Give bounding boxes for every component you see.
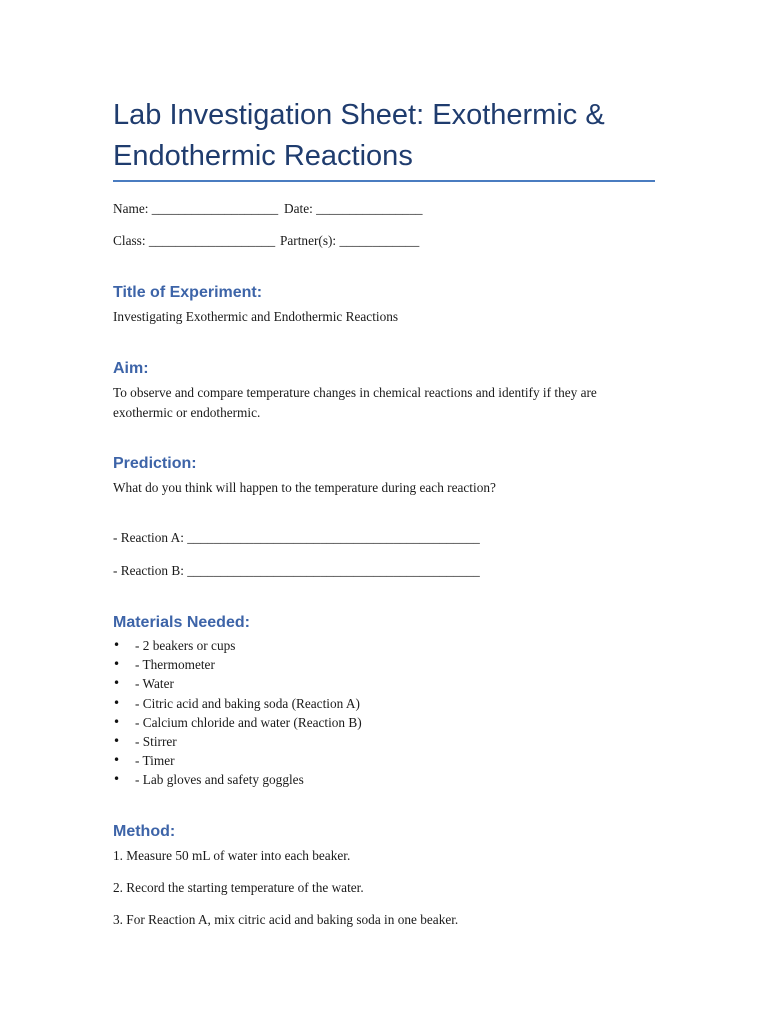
date-field[interactable]: Date: ________________: [284, 201, 423, 216]
bullet-icon: •: [113, 638, 121, 652]
bullet-icon: •: [113, 733, 121, 748]
title-of-experiment-heading: Title of Experiment:: [113, 284, 263, 301]
bullet-icon: •: [113, 714, 121, 729]
reaction-a-prediction-field[interactable]: - Reaction A: ____________________________________________: [113, 530, 480, 545]
experiment-title-text: Investigating Exothermic and Endothermic Reactions: [113, 309, 399, 324]
method-step: 2. Record the starting temperature of the water.: [113, 880, 364, 895]
materials-heading: Materials Needed:: [113, 614, 250, 631]
document-title: Lab Investigation Sheet: Exothermic & Endothermic Reactions: [113, 99, 605, 172]
class-field[interactable]: Class: ___________________: [113, 233, 276, 248]
reaction-b-prediction-field[interactable]: - Reaction B: ____________________________________________: [113, 563, 480, 578]
method-step: 1. Measure 50 mL of water into each beaker.: [113, 848, 351, 863]
partners-field[interactable]: Partner(s): ____________: [280, 233, 420, 248]
bullet-icon: •: [113, 772, 121, 787]
method-step: 3. For Reaction A, mix citric acid and baking soda in one beaker.: [113, 912, 459, 927]
title-underline: [113, 180, 655, 182]
bullet-icon: •: [113, 753, 121, 768]
aim-heading: Aim:: [113, 360, 149, 377]
prediction-heading: Prediction:: [113, 455, 197, 472]
bullet-icon: •: [113, 676, 121, 691]
prediction-question: What do you think will happen to the temperature during each reaction?: [113, 480, 496, 495]
bullet-icon: •: [113, 657, 121, 672]
name-field[interactable]: Name: ___________________: [113, 201, 279, 216]
method-heading: Method:: [113, 823, 176, 840]
aim-text: To observe and compare temperature changes in chemical reactions and identify if they are exothermic or endothermic.: [113, 385, 597, 420]
bullet-icon: •: [113, 695, 121, 710]
